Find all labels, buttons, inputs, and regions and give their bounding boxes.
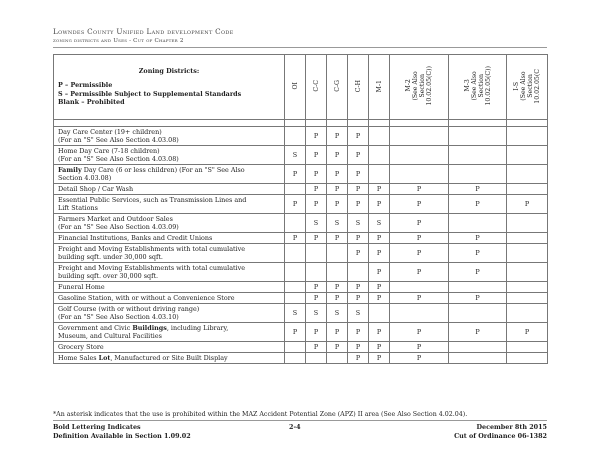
permission-cell: P [285,323,306,342]
permission-cell: P [369,323,390,342]
permission-cell: P [449,233,507,244]
permission-cell: P [390,233,449,244]
permission-cell: P [348,184,369,195]
use-cell [54,184,285,195]
permission-cell: P [369,244,390,263]
col-m3: M-3 (See Also Section 10.02.05(C)) [449,55,507,120]
permission-cell [390,146,449,165]
permission-cell: P [369,233,390,244]
permission-cell [327,263,348,282]
permission-cell [306,244,327,263]
use-text: Essential Public Services, such as Transmission Lines and [58,196,247,204]
zoning-districts-title: Zoning Districts: [138,67,200,76]
permission-cell [507,353,548,364]
permission-cell: P [327,282,348,293]
use-text: (For an "S" See Also Section 4.03.09) [58,223,179,231]
permission-cell [285,214,306,233]
permission-cell: P [369,195,390,214]
use-text: Day Care Center (19+ children) [58,128,162,136]
table-row [54,353,548,364]
permission-cell: P [306,195,327,214]
table-row [54,263,548,282]
permission-cell: S [327,304,348,323]
permission-cell [390,127,449,146]
permission-cell [285,342,306,353]
use-cell [54,293,285,304]
use-text: Golf Course (with or without driving range) [58,305,200,313]
permission-cell [449,353,507,364]
permission-cell: P [390,353,449,364]
permission-cell: P [306,233,327,244]
permission-cell [507,342,548,353]
spacer-row [54,120,548,127]
use-text: , including Library, [166,324,229,332]
permission-cell: P [285,233,306,244]
permission-cell [507,244,548,263]
permission-cell [507,304,548,323]
permission-cell: P [348,165,369,184]
table-header-row [54,55,548,120]
permission-cell [507,146,548,165]
permission-cell: P [369,293,390,304]
footer-rule [53,420,547,421]
permission-cell [285,263,306,282]
permission-cell: S [306,304,327,323]
permission-cell: P [449,244,507,263]
table-row [54,293,548,304]
document-subtitle: zoning districts and Uses - Cut of Chapter 2 [53,38,184,44]
col-cg: C-G [327,55,348,120]
use-text: Gasoline Station, with or without a Convenience Store [58,294,235,302]
use-cell [54,353,285,364]
permission-cell: P [390,263,449,282]
permission-cell [507,127,548,146]
permission-cell: S [348,214,369,233]
permission-cell: P [507,195,548,214]
col-cc: C-C [306,55,327,120]
permission-cell: P [369,263,390,282]
use-cell [54,282,285,293]
table-row [54,342,548,353]
use-cell [54,323,285,342]
permission-cell [507,233,548,244]
permission-cell: P [348,293,369,304]
permission-cell [449,342,507,353]
use-text: Detail Shop / Car Wash [58,185,134,193]
permission-cell [449,214,507,233]
permission-cell: P [327,342,348,353]
use-cell [54,233,285,244]
permission-cell [285,293,306,304]
use-text: Farmers Market and Outdoor Sales [58,215,173,223]
permission-cell [327,244,348,263]
col-m2: M-2 (See Also Section 10.02.05(C)) [390,55,449,120]
permission-cell [285,184,306,195]
use-text: (For an "S" See Also Section 4.03.08) [58,155,179,163]
use-text: Lift Stations [58,204,98,212]
permission-cell: P [390,293,449,304]
permission-cell: P [348,353,369,364]
permission-cell: P [390,195,449,214]
footer-ordinance: Cut of Ordinance 06-1382 [454,432,547,440]
permission-cell [449,282,507,293]
header-rule [53,47,547,48]
permission-cell [507,184,548,195]
use-text: building sqft. over 30,000 sqft. [58,272,159,280]
permission-cell [507,293,548,304]
table-row [54,214,548,233]
table-row [54,233,548,244]
permission-cell: P [327,146,348,165]
permission-cell [449,165,507,184]
legend-supplemental: S – Permissible Subject to Supplemental Standards [58,89,242,98]
use-text: Freight and Moving Establishments with total cumulative [58,245,246,253]
use-cell [54,244,285,263]
permission-cell: P [369,342,390,353]
permission-cell: P [306,165,327,184]
table-row [54,146,548,165]
permission-cell: P [306,293,327,304]
permission-cell: P [348,282,369,293]
table-row [54,244,548,263]
permission-cell: P [348,342,369,353]
table-row [54,304,548,323]
permission-cell [390,304,449,323]
permission-cell [369,165,390,184]
footer-date: December 8th 2015 [476,423,547,431]
legend-permissible: P – Permissible [58,81,113,90]
legend-prohibited: Blank – Prohibited [58,98,125,107]
permission-cell: P [285,165,306,184]
permission-cell: P [306,323,327,342]
use-text: Day Care (6 or less children) (For an "S" See Also [81,166,245,174]
permission-cell: P [449,263,507,282]
use-text: Grocery Store [58,343,104,351]
permission-cell [507,165,548,184]
table-body [54,120,548,364]
use-cell [54,304,285,323]
permission-cell: P [449,195,507,214]
footnote: *An asterisk indicates that the use is prohibited within the MAZ Accident Potential Zone (APZ) II area (See Also Section 4.02.04). [53,411,468,418]
permission-cell: P [449,184,507,195]
permission-cell [390,282,449,293]
permission-cell [285,282,306,293]
defined-term: Family [58,166,82,174]
permission-cell [449,127,507,146]
permission-cell: P [327,165,348,184]
permission-cell [390,165,449,184]
permission-cell: P [306,282,327,293]
permission-cell: P [369,353,390,364]
permission-cell: P [348,233,369,244]
use-text: , Manufactured or Site Built Display [110,354,228,362]
permission-cell [449,146,507,165]
permission-cell: P [390,342,449,353]
permission-cell [449,304,507,323]
footer-definition-note: Definition Available in Section 1.09.02 [53,432,191,440]
permission-cell: P [327,127,348,146]
table-row [54,127,548,146]
col-is: I-S (See Also Section 10.02.05(C [507,55,548,120]
permission-cell: S [306,214,327,233]
permission-cell: P [369,282,390,293]
permission-cell: P [390,323,449,342]
permission-cell [306,263,327,282]
table-row [54,195,548,214]
permission-cell: S [327,214,348,233]
permission-cell [348,263,369,282]
permission-cell: P [285,195,306,214]
use-cell [54,127,285,146]
defined-term: Lot [98,354,111,362]
use-cell [54,214,285,233]
use-text: (For an "S" See Also Section 4.03.08) [58,136,179,144]
use-text: Museum, and Cultural Facilities [58,332,162,340]
permission-cell: S [348,304,369,323]
use-text: building sqft. under 30,000 sqft. [58,253,163,261]
permission-cell: P [390,214,449,233]
permission-cell: P [348,323,369,342]
permission-cell [327,353,348,364]
col-ch: C-H [348,55,369,120]
permission-cell: P [327,233,348,244]
permission-cell: S [369,214,390,233]
permission-cell: P [449,323,507,342]
use-cell [54,146,285,165]
permission-cell [507,263,548,282]
use-text-pre: Home Sales [58,354,99,362]
permission-cell: P [306,184,327,195]
permission-cell: S [285,304,306,323]
table-row [54,184,548,195]
permission-cell: P [306,146,327,165]
permission-cell [507,214,548,233]
permission-cell: P [348,127,369,146]
permission-cell: P [348,244,369,263]
use-text-pre: Government and Civic [58,324,133,332]
permission-cell: P [390,244,449,263]
use-text: Financial Institutions, Banks and Credit Unions [58,234,213,242]
permission-cell: P [449,293,507,304]
permission-cell: P [306,342,327,353]
page-number: 2-4 [289,423,301,431]
use-text: Freight and Moving Establishments with total cumulative [58,264,246,272]
footer-bold-note: Bold Lettering Indicates [53,423,141,431]
permission-cell [507,282,548,293]
use-cell [54,165,285,184]
permission-cell: P [327,195,348,214]
table-row [54,165,548,184]
zoning-header-cell [54,55,285,120]
permission-cell: P [327,184,348,195]
defined-term: Buildings [132,324,167,332]
col-m1: M-1 [369,55,390,120]
permission-cell: P [327,323,348,342]
col-oi: OI [285,55,306,120]
permission-cell [285,244,306,263]
permission-cell [369,127,390,146]
use-cell [54,195,285,214]
permission-cell [306,353,327,364]
use-text: Home Day Care (7-18 children) [58,147,160,155]
permission-cell: P [507,323,548,342]
document-title: Lowndes County Unified Land development Code [53,27,234,36]
table-row [54,282,548,293]
permission-cell: P [390,184,449,195]
use-text: (For an "S" See Also Section 4.03.10) [58,313,179,321]
use-cell [54,342,285,353]
permission-cell: S [285,146,306,165]
permission-cell: P [348,195,369,214]
use-cell [54,263,285,282]
permission-cell [285,127,306,146]
use-text: Funeral Home [58,283,105,291]
permission-cell: P [369,184,390,195]
permission-cell [369,146,390,165]
permission-cell [285,353,306,364]
permission-cell [369,304,390,323]
zoning-use-table [53,54,548,364]
use-text: Section 4.03.08) [58,174,112,182]
table-row [54,323,548,342]
permission-cell: P [327,293,348,304]
permission-cell: P [306,127,327,146]
permission-cell: P [348,146,369,165]
